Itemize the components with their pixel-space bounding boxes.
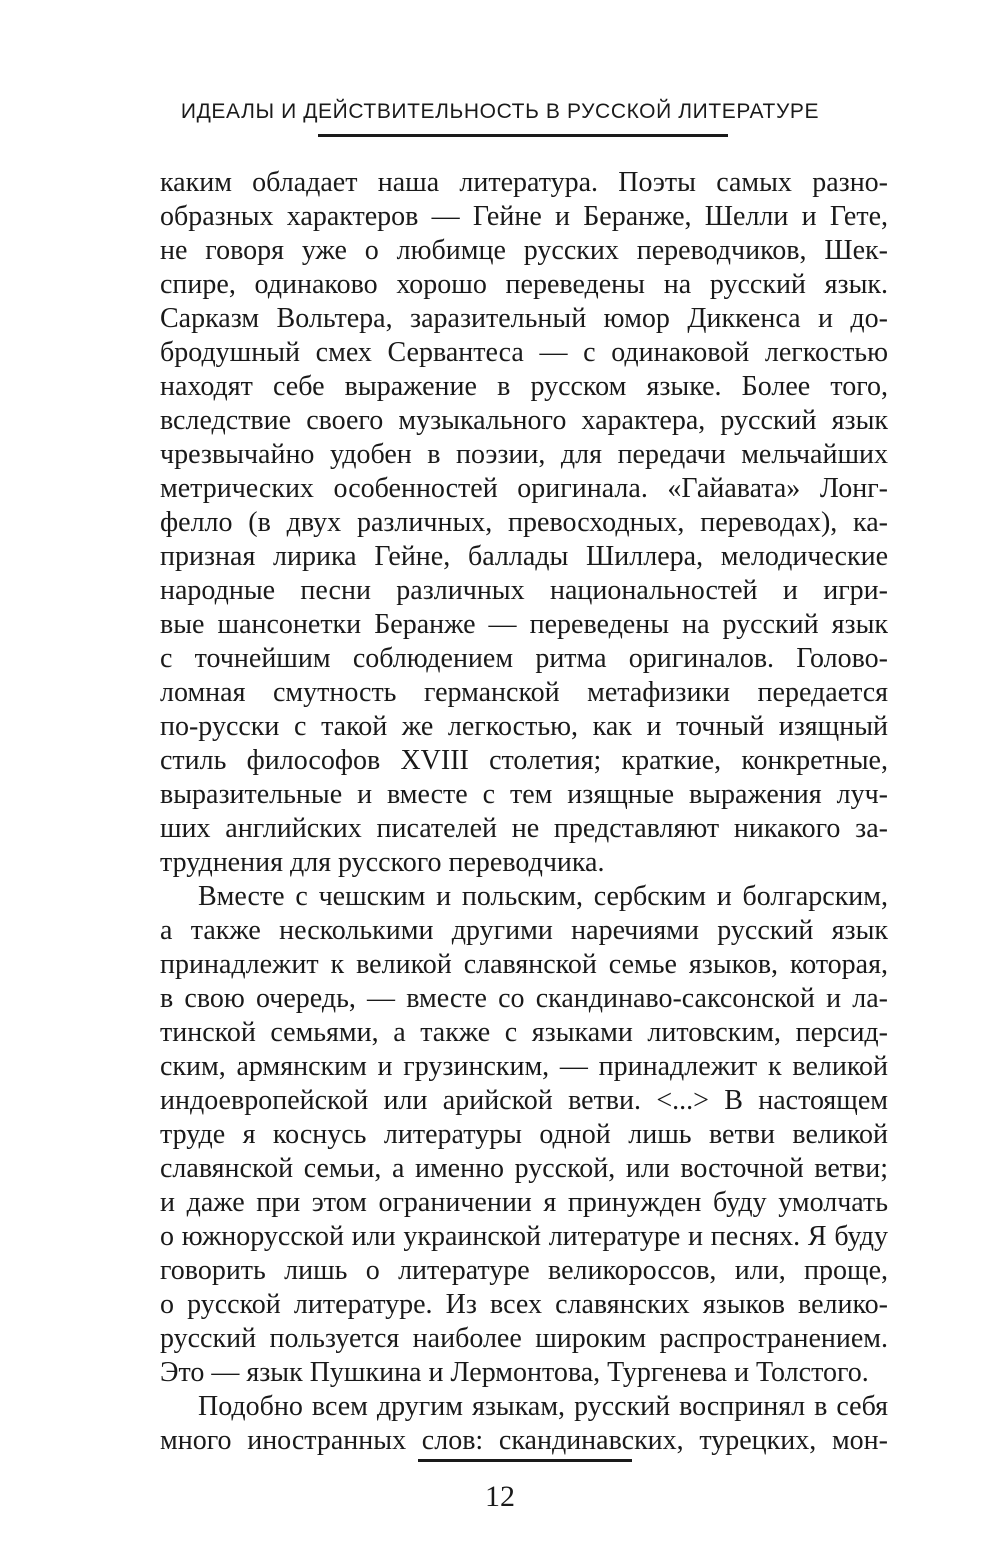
text-line: каким обладает наша литература. Поэты самых разно-	[160, 167, 888, 198]
text-line: ским, армянским и грузинским, — принадлежит к великой	[160, 1051, 888, 1082]
text-line: бродушный смех Сервантеса — с одинаковой легкостью	[160, 337, 888, 368]
text-line: образных характеров — Гейне и Беранже, Шелли и Гете,	[160, 201, 888, 232]
text-line: труде я коснусь литературы одной лишь ветви великой	[160, 1119, 888, 1150]
text-line: метрических особенностей оригинала. «Гайавата» Лонг-	[160, 473, 888, 504]
text-line: Сарказм Вольтера, заразительный юмор Диккенса и до-	[160, 303, 888, 334]
text-line: а также несколькими другими наречиями русский язык	[160, 915, 888, 946]
running-head: ИДЕАЛЫ И ДЕЙСТВИТЕЛЬНОСТЬ В РУССКОЙ ЛИТЕРАТУРЕ	[180, 100, 820, 123]
text-line: и даже при этом ограничении я принужден буду умолчать	[160, 1187, 888, 1218]
text-line: спире, одинаково хорошо переведены на русский язык.	[160, 269, 888, 300]
text-line: индоевропейской или арийской ветви. <...> В настоящем	[160, 1085, 888, 1116]
text-line: призная лирика Гейне, баллады Шиллера, мелодические	[160, 541, 888, 572]
text-line: вследствие своего музыкального характера, русский язык	[160, 405, 888, 436]
paragraph	[160, 880, 888, 1390]
text-line: много иностранных слов: скандинавских, турецких, мон-	[160, 1425, 888, 1456]
text-line: ших английских писателей не представляют никакого за-	[160, 813, 888, 844]
text-line: выразительные и вместе с тем изящные выражения луч-	[160, 779, 888, 810]
text-line: говорить лишь о литературе великороссов, или, проще,	[160, 1255, 888, 1286]
text-line: Это — язык Пушкина и Лермонтова, Тургенева и Толстого.	[160, 1357, 869, 1388]
text-line: стиль философов XVIII столетия; краткие, конкретные,	[160, 745, 888, 776]
page-number: 12	[485, 1480, 515, 1513]
text-line: вые шансонетки Беранже — переведены на русский язык	[160, 609, 888, 640]
text-line: в свою очередь, — вместе со скандинаво-саксонской и ла-	[160, 983, 888, 1014]
text-line: не говоря уже о любимце русских переводчиков, Шек-	[160, 235, 888, 266]
text-line: фелло (в двух различных, превосходных, переводах), ка-	[160, 507, 888, 538]
text-line: по-русски с такой же легкостью, как и точный изящный	[160, 711, 888, 742]
paragraph	[160, 166, 888, 880]
text-line: русский пользуется наиболее широким распространением.	[160, 1323, 888, 1354]
text-line: Вместе с чешским и польским, сербским и болгарским,	[198, 881, 888, 912]
text-line: чрезвычайно удобен в поэзии, для передачи мельчайших	[160, 439, 888, 470]
text-line: народные песни различных национальностей и игри-	[160, 575, 888, 606]
text-line: о южнорусской или украинской литературе и песнях. Я буду	[160, 1221, 888, 1252]
footer-rule	[418, 1459, 632, 1462]
text-line: принадлежит к великой славянской семье языков, которая,	[160, 949, 888, 980]
text-line: труднения для русского переводчика.	[160, 847, 605, 878]
text-line: с точнейшим соблюдением ритма оригиналов. Голово-	[160, 643, 888, 674]
text-line: находят себе выражение в русском языке. Более того,	[160, 371, 888, 402]
paragraph	[160, 1390, 888, 1458]
text-line: ломная смутность германской метафизики передается	[160, 677, 888, 708]
text-line: тинской семьями, а также с языками литовским, персид-	[160, 1017, 888, 1048]
text-line: о русской литературе. Из всех славянских языков велико-	[160, 1289, 888, 1320]
text-body	[160, 166, 888, 1458]
text-line: Подобно всем другим языкам, русский воспринял в себя	[198, 1391, 888, 1422]
header-rule	[318, 134, 728, 137]
text-line: славянской семьи, а именно русской, или восточной ветви;	[160, 1153, 888, 1184]
